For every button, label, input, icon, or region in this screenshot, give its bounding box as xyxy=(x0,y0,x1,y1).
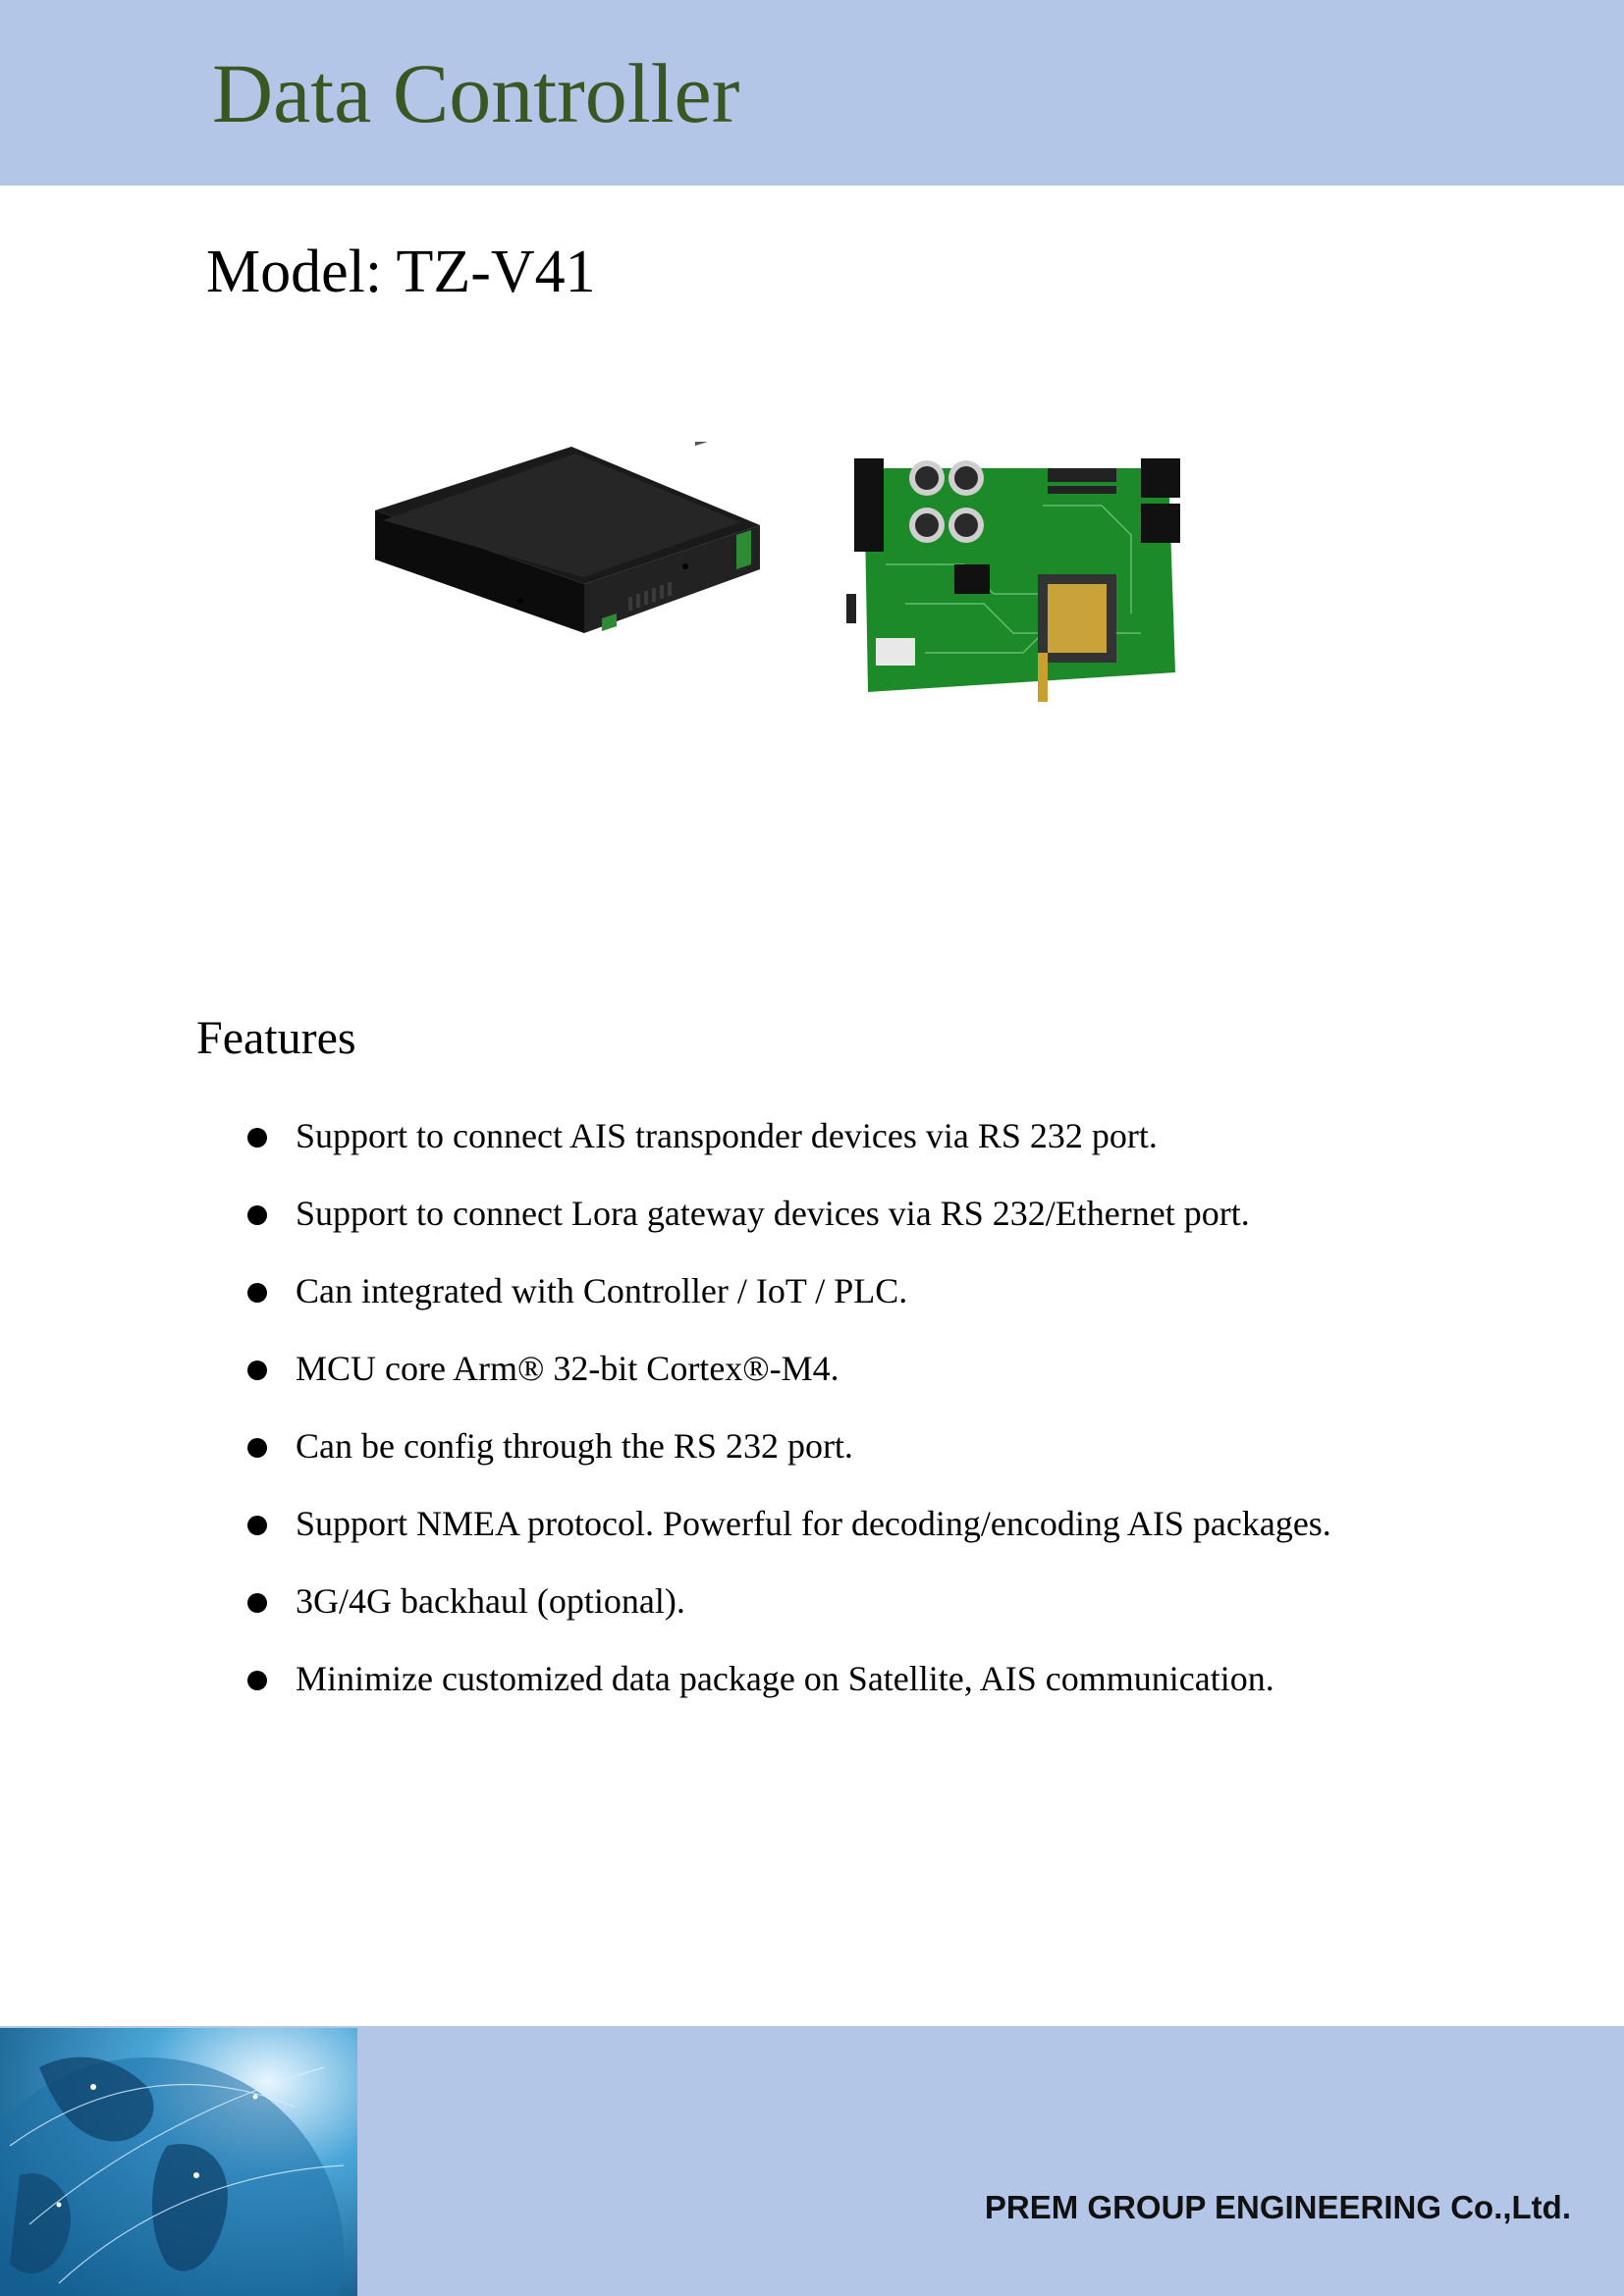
model-label: Model: TZ-V41 xyxy=(206,239,596,305)
feature-text: Minimize customized data package on Satellite, AIS communication. xyxy=(296,1659,1274,1698)
header-band xyxy=(0,0,1624,186)
feature-text: MCU core Arm® 32-bit Cortex®-M4. xyxy=(296,1349,839,1388)
feature-item xyxy=(245,1646,1473,1724)
bullet-icon xyxy=(247,1516,267,1535)
feature-text: Support to connect AIS transponder devices via RS 232 port. xyxy=(296,1116,1158,1155)
bullet-icon xyxy=(247,1283,267,1303)
feature-item xyxy=(245,1181,1473,1258)
bullet-icon xyxy=(247,1361,267,1380)
feature-item xyxy=(245,1336,1473,1414)
feature-text: Can integrated with Controller / IoT / PLC. xyxy=(296,1271,908,1310)
feature-text: Support NMEA protocol. Powerful for decoding/encoding AIS packages. xyxy=(296,1504,1331,1543)
document-title: Data Controller xyxy=(212,46,740,140)
feature-text: Support to connect Lora gateway devices via RS 232/Ethernet port. xyxy=(296,1194,1250,1233)
feature-text: 3G/4G backhaul (optional). xyxy=(296,1581,685,1621)
feature-item xyxy=(245,1414,1473,1491)
company-name: PREM GROUP ENGINEERING Co.,Ltd. xyxy=(984,2189,1571,2225)
feature-item xyxy=(245,1491,1473,1569)
feature-text: Can be config through the RS 232 port. xyxy=(296,1426,853,1466)
bullet-icon xyxy=(247,1593,267,1613)
feature-item xyxy=(245,1569,1473,1646)
bullet-icon xyxy=(247,1128,267,1148)
circuit-board-image xyxy=(846,447,1192,712)
bullet-icon xyxy=(247,1438,267,1458)
features-heading: Features xyxy=(196,1012,356,1064)
device-enclosure-image xyxy=(363,442,776,736)
feature-list xyxy=(245,1103,1473,1724)
bullet-icon xyxy=(247,1205,267,1225)
feature-item xyxy=(245,1103,1473,1181)
bullet-icon xyxy=(247,1671,267,1690)
globe-image xyxy=(0,2028,357,2296)
feature-item xyxy=(245,1258,1473,1336)
